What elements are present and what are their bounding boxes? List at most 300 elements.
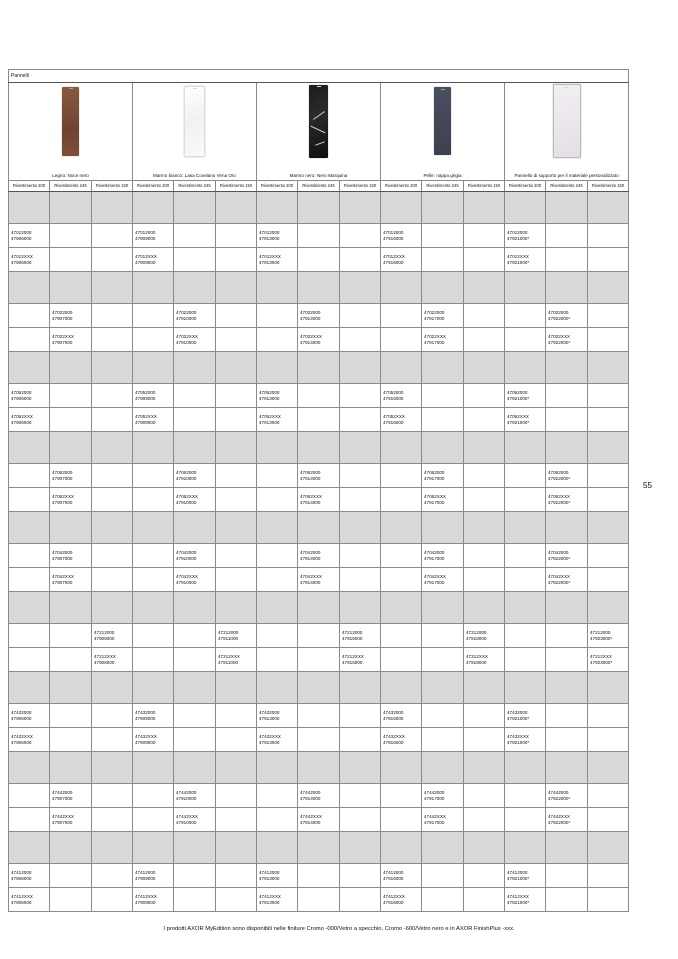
table-cell: [588, 544, 629, 568]
table-cell: [505, 272, 546, 304]
article-number-secondary: 47906000: [11, 419, 32, 425]
article-number: 47022000: [176, 309, 197, 315]
article-number: 47432000: [383, 709, 404, 715]
table-cell: [174, 568, 216, 592]
table-cell: [216, 752, 257, 784]
table-cell: [92, 752, 133, 784]
table-cell: [174, 512, 216, 544]
article-number: 47432XXX: [507, 733, 529, 739]
table-cell: [133, 272, 174, 304]
table-cell: [92, 544, 133, 568]
table-cell: [546, 784, 588, 808]
material-image-cell: [381, 83, 505, 162]
table-cell: [381, 488, 422, 512]
table-cell: [381, 864, 422, 888]
table-cell: [546, 864, 588, 888]
table-cell: [257, 888, 298, 912]
table-cell: [50, 488, 92, 512]
table-cell: [422, 672, 464, 704]
article-number: 47412000: [383, 869, 404, 875]
article-number: 47012XXX: [11, 253, 33, 259]
article-number-secondary: 47910000: [176, 819, 197, 825]
table-cell: [174, 672, 216, 704]
table-cell: [340, 672, 381, 704]
table-cell: [257, 328, 298, 352]
table-cell: [257, 544, 298, 568]
table-cell: [174, 408, 216, 432]
article-number-secondary: 47921000*: [507, 235, 530, 241]
table-cell: [588, 272, 629, 304]
table-cell: [546, 512, 588, 544]
table-cell: [422, 624, 464, 648]
section-title: Pannelli: [9, 70, 629, 83]
table-cell: [381, 784, 422, 808]
table-cell: [133, 864, 174, 888]
table-cell: [298, 272, 340, 304]
article-number-secondary: 47907000: [52, 819, 73, 825]
table-row: [9, 864, 629, 888]
material-name: Marmo bianco: Lasa Covelano Vena Oro: [133, 161, 257, 181]
table-cell: [422, 192, 464, 224]
table-cell: [546, 704, 588, 728]
table-cell: [381, 464, 422, 488]
table-cell: [216, 832, 257, 864]
article-number: 47212000: [342, 629, 363, 635]
table-row: [9, 808, 629, 832]
article-number-secondary: 47909000: [135, 739, 156, 745]
table-cell: [464, 728, 505, 752]
table-cell: [505, 384, 546, 408]
table-cell: [546, 272, 588, 304]
table-cell: [588, 432, 629, 464]
table-cell: [546, 832, 588, 864]
table-cell: [464, 352, 505, 384]
table-cell: [546, 648, 588, 672]
table-cell: [9, 888, 50, 912]
table-cell: [505, 832, 546, 864]
article-number: 47062000: [424, 469, 445, 475]
table-cell: [381, 568, 422, 592]
article-number-secondary: 47922000*: [548, 475, 571, 481]
article-number: 47052000: [507, 389, 528, 395]
table-cell: [9, 864, 50, 888]
table-cell: [422, 328, 464, 352]
table-cell: [216, 704, 257, 728]
article-number: 47432000: [507, 709, 528, 715]
article-number-secondary: 47909000: [135, 235, 156, 241]
table-cell: [422, 704, 464, 728]
table-cell: [174, 272, 216, 304]
table-cell: [216, 808, 257, 832]
article-number: 47212XXX: [466, 653, 488, 659]
table-cell: [92, 888, 133, 912]
table-cell: [174, 752, 216, 784]
table-cell: [588, 752, 629, 784]
table-cell: [298, 352, 340, 384]
table-cell: [9, 304, 50, 328]
table-row: [9, 224, 629, 248]
article-number-secondary: 47921000*: [507, 259, 530, 265]
table-cell: [298, 672, 340, 704]
group-separator-row: [9, 752, 629, 784]
table-cell: [422, 864, 464, 888]
table-cell: [50, 808, 92, 832]
table-cell: [588, 704, 629, 728]
table-cell: [9, 488, 50, 512]
article-number-secondary: 47921000*: [507, 419, 530, 425]
material-name: Pannello di supporto per il materiale personalizzato: [505, 161, 629, 181]
table-cell: [174, 328, 216, 352]
article-number-secondary: 47914000: [300, 555, 321, 561]
material-name: Marmo nero: Nero Marquina: [257, 161, 381, 181]
article-number-secondary: 47906000: [11, 739, 32, 745]
table-cell: [174, 648, 216, 672]
table-cell: [216, 384, 257, 408]
article-number: 47412XXX: [507, 893, 529, 899]
article-number: 47022XXX: [300, 333, 322, 339]
table-row: [9, 624, 629, 648]
table-cell: [381, 544, 422, 568]
table-cell: [505, 328, 546, 352]
table-cell: [381, 432, 422, 464]
article-number-secondary: 47907000: [52, 579, 73, 585]
table-cell: [464, 544, 505, 568]
sub-header-cell: Rivestimento 150: [464, 181, 505, 192]
table-cell: [257, 808, 298, 832]
table-cell: [588, 672, 629, 704]
table-cell: [133, 352, 174, 384]
article-number: 47412000: [135, 869, 156, 875]
article-number: 47022000: [548, 309, 569, 315]
sub-header-cell: Rivestimento 150: [588, 181, 629, 192]
table-cell: [464, 432, 505, 464]
table-cell: [298, 544, 340, 568]
article-number-secondary: 47914000: [300, 339, 321, 345]
article-number-secondary: 47922000*: [548, 579, 571, 585]
table-cell: [505, 224, 546, 248]
article-number: 47412XXX: [11, 893, 33, 899]
table-cell: [174, 432, 216, 464]
table-cell: [464, 624, 505, 648]
article-number: 47212XXX: [94, 653, 116, 659]
table-cell: [464, 808, 505, 832]
article-number-secondary: 47913000: [259, 235, 280, 241]
article-number: 47212000: [590, 629, 611, 635]
table-cell: [340, 624, 381, 648]
table-cell: [381, 624, 422, 648]
article-number: 47012XXX: [135, 253, 157, 259]
table-cell: [546, 464, 588, 488]
table-cell: [298, 248, 340, 272]
table-cell: [340, 704, 381, 728]
article-number-secondary: 47909000: [135, 715, 156, 721]
table-cell: [92, 728, 133, 752]
article-number-secondary: 47922000*: [548, 555, 571, 561]
table-cell: [464, 592, 505, 624]
article-number-secondary: 47917000: [424, 499, 445, 505]
article-number: 47052000: [259, 389, 280, 395]
table-cell: [50, 784, 92, 808]
table-cell: [546, 432, 588, 464]
table-cell: [50, 272, 92, 304]
table-row: [9, 704, 629, 728]
table-cell: [381, 592, 422, 624]
table-cell: [464, 888, 505, 912]
article-number: 47042XXX: [52, 573, 74, 579]
table-cell: [422, 832, 464, 864]
table-cell: [381, 704, 422, 728]
article-number-secondary: 47910000: [176, 315, 197, 321]
table-cell: [9, 624, 50, 648]
table-cell: [174, 352, 216, 384]
table-cell: [546, 624, 588, 648]
table-cell: [50, 192, 92, 224]
article-number-secondary: 47914000: [300, 819, 321, 825]
table-cell: [381, 224, 422, 248]
table-cell: [216, 352, 257, 384]
table-cell: [216, 544, 257, 568]
article-number: 47012XXX: [383, 253, 405, 259]
table-cell: [588, 784, 629, 808]
article-number: 47012000: [259, 229, 280, 235]
table-cell: [422, 432, 464, 464]
article-number: 47432XXX: [135, 733, 157, 739]
table-cell: [133, 544, 174, 568]
table-cell: [298, 488, 340, 512]
table-cell: [9, 328, 50, 352]
table-cell: [546, 488, 588, 512]
group-separator-row: [9, 672, 629, 704]
article-number: 47052XXX: [507, 413, 529, 419]
table-cell: [298, 432, 340, 464]
article-number: 47442XXX: [176, 813, 198, 819]
table-cell: [92, 784, 133, 808]
table-cell: [174, 808, 216, 832]
table-cell: [133, 784, 174, 808]
group-separator-row: [9, 592, 629, 624]
table-cell: [257, 512, 298, 544]
table-cell: [257, 864, 298, 888]
article-number-secondary: 47906000: [11, 259, 32, 265]
table-cell: [257, 272, 298, 304]
article-number-secondary: 47921000*: [507, 875, 530, 881]
table-cell: [50, 224, 92, 248]
article-number-secondary: 47906000: [11, 395, 32, 401]
table-cell: [381, 808, 422, 832]
article-number-secondary: 47916000: [383, 875, 404, 881]
table-cell: [340, 384, 381, 408]
table-cell: [298, 808, 340, 832]
article-number-secondary: 47910000: [176, 555, 197, 561]
table-cell: [588, 648, 629, 672]
table-cell: [381, 672, 422, 704]
table-cell: [464, 568, 505, 592]
article-number: 47052000: [383, 389, 404, 395]
table-cell: [422, 784, 464, 808]
article-number: 47062XXX: [52, 493, 74, 499]
table-cell: [381, 728, 422, 752]
article-number-secondary: 47918000: [466, 659, 487, 665]
table-cell: [381, 304, 422, 328]
table-cell: [422, 304, 464, 328]
article-number-secondary: 47914000: [300, 579, 321, 585]
table-cell: [505, 752, 546, 784]
table-cell: [92, 488, 133, 512]
sub-header-cell: Rivestimento 200: [505, 181, 546, 192]
table-cell: [298, 384, 340, 408]
table-cell: [422, 568, 464, 592]
article-number: 47432000: [11, 709, 32, 715]
table-cell: [464, 384, 505, 408]
table-cell: [9, 752, 50, 784]
table-cell: [9, 432, 50, 464]
table-cell: [464, 488, 505, 512]
table-cell: [92, 272, 133, 304]
table-cell: [381, 648, 422, 672]
table-cell: [381, 888, 422, 912]
article-number-secondary: 47916000: [383, 739, 404, 745]
table-cell: [381, 328, 422, 352]
table-cell: [92, 328, 133, 352]
table-cell: [257, 224, 298, 248]
sub-header-cell: Rivestimento 245: [174, 181, 216, 192]
article-number-secondary: 47916000: [383, 395, 404, 401]
table-cell: [422, 888, 464, 912]
article-number: 47012000: [11, 229, 32, 235]
article-number-secondary: 47914000: [300, 315, 321, 321]
article-number-secondary: 47913000: [259, 259, 280, 265]
article-number: 47432000: [135, 709, 156, 715]
table-cell: [50, 248, 92, 272]
table-cell: [298, 192, 340, 224]
table-cell: [298, 728, 340, 752]
table-cell: [422, 808, 464, 832]
table-cell: [546, 408, 588, 432]
article-number-secondary: 47914000: [300, 499, 321, 505]
article-number-secondary: 47910000: [176, 499, 197, 505]
article-number: 47052XXX: [135, 413, 157, 419]
table-cell: [340, 488, 381, 512]
table-cell: [133, 192, 174, 224]
article-number-secondary: 47915000: [342, 635, 363, 641]
article-number-secondary: 47910000: [176, 579, 197, 585]
table-cell: [133, 432, 174, 464]
table-cell: [298, 408, 340, 432]
article-number: 47042XXX: [300, 573, 322, 579]
table-cell: [546, 544, 588, 568]
table-cell: [92, 248, 133, 272]
sub-header-cell: Rivestimento 150: [92, 181, 133, 192]
table-cell: [50, 624, 92, 648]
table-cell: [257, 672, 298, 704]
table-cell: [464, 248, 505, 272]
table-cell: [9, 784, 50, 808]
table-cell: [92, 304, 133, 328]
article-number: 47432XXX: [259, 733, 281, 739]
black-marble-panel-icon: [309, 85, 328, 158]
table-cell: [174, 784, 216, 808]
table-row: [9, 488, 629, 512]
sub-header-cell: Rivestimento 245: [546, 181, 588, 192]
table-cell: [464, 192, 505, 224]
table-cell: [340, 592, 381, 624]
table-cell: [257, 592, 298, 624]
article-number: 47062000: [52, 469, 73, 475]
table-cell: [133, 408, 174, 432]
table-cell: [505, 864, 546, 888]
table-cell: [588, 352, 629, 384]
table-cell: [588, 888, 629, 912]
table-cell: [9, 704, 50, 728]
table-cell: [174, 544, 216, 568]
article-number: 47052000: [11, 389, 32, 395]
table-cell: [257, 488, 298, 512]
article-number-secondary: 47922000*: [548, 339, 571, 345]
table-cell: [381, 192, 422, 224]
table-cell: [422, 408, 464, 432]
table-cell: [174, 488, 216, 512]
table-cell: [505, 488, 546, 512]
table-cell: [257, 568, 298, 592]
article-number: 47412XXX: [135, 893, 157, 899]
table-cell: [505, 568, 546, 592]
table-cell: [92, 432, 133, 464]
table-cell: [298, 224, 340, 248]
table-cell: [216, 432, 257, 464]
table-cell: [92, 512, 133, 544]
table-cell: [464, 512, 505, 544]
article-number: 47062000: [300, 469, 321, 475]
article-number-secondary: 47915000: [342, 659, 363, 665]
table-cell: [588, 248, 629, 272]
table-cell: [9, 832, 50, 864]
table-cell: [505, 888, 546, 912]
page-number: 55: [643, 481, 652, 490]
article-number: 47042XXX: [548, 573, 570, 579]
table-cell: [9, 728, 50, 752]
table-cell: [92, 672, 133, 704]
article-number-secondary: 47907000: [52, 475, 73, 481]
table-cell: [133, 624, 174, 648]
table-cell: [133, 728, 174, 752]
table-cell: [298, 888, 340, 912]
table-row: [9, 384, 629, 408]
article-number-secondary: 47916000: [383, 235, 404, 241]
table-cell: [340, 784, 381, 808]
sub-header-cell: Rivestimento 200: [9, 181, 50, 192]
table-cell: [216, 304, 257, 328]
table-cell: [381, 384, 422, 408]
table-cell: [588, 328, 629, 352]
table-cell: [174, 832, 216, 864]
material-image-cell: [505, 83, 629, 162]
table-cell: [92, 832, 133, 864]
article-number-secondary: 47906000: [11, 875, 32, 881]
table-cell: [546, 224, 588, 248]
table-cell: [92, 648, 133, 672]
article-number: 47052XXX: [259, 413, 281, 419]
footnote: I prodotti AXOR MyEdition sono disponibili nelle finiture Cromo -000/Vetro a specchio, Cromo -600/Vetro nero e in AXOR FinishPlus -xxx.: [163, 926, 515, 932]
table-row: [9, 888, 629, 912]
table-cell: [546, 192, 588, 224]
material-image-cell: [257, 83, 381, 162]
table-cell: [340, 832, 381, 864]
article-number-secondary: 47921000*: [507, 395, 530, 401]
table-row: [9, 784, 629, 808]
table-cell: [133, 248, 174, 272]
table-cell: [298, 304, 340, 328]
article-number: 47042XXX: [424, 573, 446, 579]
